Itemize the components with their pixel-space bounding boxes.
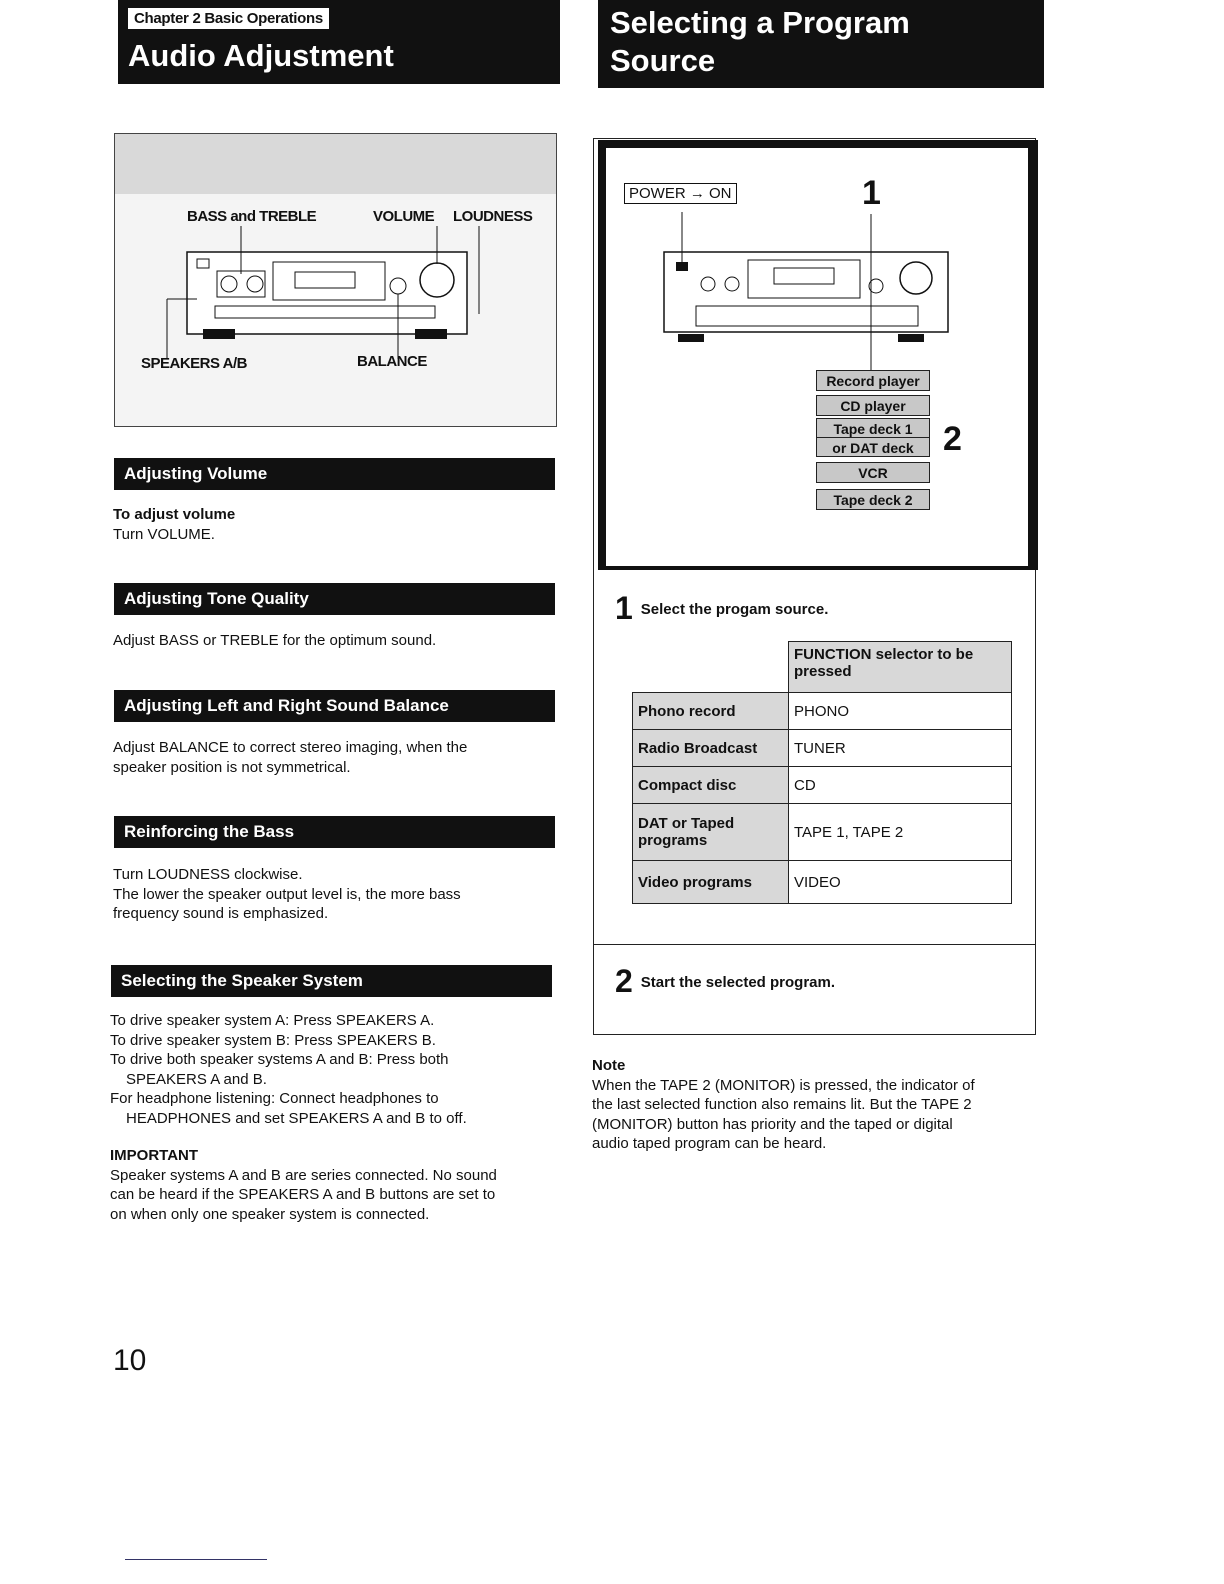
table-source-cell: Video programs xyxy=(633,861,789,904)
source-vcr: VCR xyxy=(816,462,930,483)
table-row xyxy=(633,861,1012,904)
source-tape-deck-2: Tape deck 2 xyxy=(816,489,930,510)
note-line: When the TAPE 2 (MONITOR) is pressed, the indicator of xyxy=(592,1076,975,1094)
heading-adjusting-volume: Adjusting Volume xyxy=(114,458,555,490)
speaker-text xyxy=(110,1011,550,1224)
power-on-label: POWER → ON xyxy=(624,183,737,204)
table-button-cell: CD xyxy=(789,767,1012,804)
table-source-cell: DAT or Taped programs xyxy=(633,804,789,861)
volume-subhead: To adjust volume xyxy=(113,506,236,523)
step-1 xyxy=(615,590,828,627)
bass-line: The lower the speaker output level is, the more bass xyxy=(113,885,461,903)
table-button-cell: PHONO xyxy=(789,693,1012,730)
step1-marker: 1 xyxy=(862,174,881,212)
source-tape-deck-1: Tape deck 1 xyxy=(816,418,930,438)
table-row xyxy=(633,730,1012,767)
speaker-line: To drive speaker system A: Press SPEAKERS A. xyxy=(110,1012,435,1029)
tone-body: Adjust BASS or TREBLE for the optimum sound. xyxy=(113,632,437,649)
label-balance: BALANCE xyxy=(357,353,427,370)
source-dat-deck: or DAT deck xyxy=(816,437,930,457)
important-line: can be heard if the SPEAKERS A and B buttons are set to xyxy=(110,1186,496,1203)
table-button-cell: TUNER xyxy=(789,730,1012,767)
chapter-header xyxy=(118,0,560,84)
footer-line xyxy=(125,1559,267,1560)
volume-text xyxy=(113,505,553,544)
step-divider xyxy=(593,944,1036,945)
table-header-row xyxy=(633,642,1012,693)
balance-line: Adjust BALANCE to correct stereo imaging, when the xyxy=(113,739,468,756)
balance-text xyxy=(113,738,553,777)
step-1-text: Select the progam source. xyxy=(640,601,829,618)
speaker-line: SPEAKERS A and B. xyxy=(126,1070,267,1088)
step-2 xyxy=(615,963,835,1000)
label-volume: VOLUME xyxy=(373,208,435,225)
heading-tone-quality: Adjusting Tone Quality xyxy=(114,583,555,615)
note-label: Note xyxy=(592,1057,626,1074)
step2-marker: 2 xyxy=(943,420,962,458)
table-button-cell: TAPE 1, TAPE 2 xyxy=(789,804,1012,861)
label-bass-treble: BASS and TREBLE xyxy=(187,208,317,225)
speaker-line: For headphone listening: Connect headphones to xyxy=(110,1090,439,1107)
page-title: Audio Adjustment xyxy=(128,38,394,73)
important-line: on when only one speaker system is connected. xyxy=(110,1205,430,1223)
heading-reinforcing-bass: Reinforcing the Bass xyxy=(114,816,555,848)
label-loudness: LOUDNESS xyxy=(453,208,533,225)
step-2-text: Start the selected program. xyxy=(640,974,836,991)
table-row xyxy=(633,804,1012,861)
step-2-number: 2 xyxy=(615,963,633,999)
important-label: IMPORTANT xyxy=(110,1147,199,1164)
speaker-line: HEADPHONES and set SPEAKERS A and B to off. xyxy=(126,1109,467,1127)
receiver-front-panel-figure xyxy=(114,133,557,427)
section-header-right xyxy=(598,0,1044,88)
function-table xyxy=(632,641,1012,904)
table-button-cell: VIDEO xyxy=(789,861,1012,904)
table-row xyxy=(633,693,1012,730)
note-line: audio taped program can be heard. xyxy=(592,1135,827,1152)
heading-speaker-system: Selecting the Speaker System xyxy=(111,965,552,997)
bass-text xyxy=(113,865,553,924)
balance-line: speaker position is not symmetrical. xyxy=(113,758,351,776)
bass-line: Turn LOUDNESS clockwise. xyxy=(113,866,303,883)
table-source-cell: Phono record xyxy=(633,693,789,730)
bass-line: frequency sound is emphasized. xyxy=(113,905,329,922)
speaker-line: To drive speaker system B: Press SPEAKERS B. xyxy=(110,1031,436,1049)
speaker-line: To drive both speaker systems A and B: Press both xyxy=(110,1051,449,1068)
note-line: the last selected function also remains lit. But the TAPE 2 xyxy=(592,1096,972,1113)
label-speakers-ab: SPEAKERS A/B xyxy=(141,355,247,372)
source-cd-player: CD player xyxy=(816,395,930,416)
table-source-cell: Compact disc xyxy=(633,767,789,804)
step-1-number: 1 xyxy=(615,590,633,626)
right-page-title: Selecting a Program Source xyxy=(610,5,910,78)
page-number: 10 xyxy=(113,1344,147,1377)
table-header: FUNCTION selector to be pressed xyxy=(789,642,1012,693)
chapter-tag: Chapter 2 Basic Operations xyxy=(128,8,329,29)
source-record-player: Record player xyxy=(816,370,930,391)
volume-body: Turn VOLUME. xyxy=(113,525,215,543)
important-line: Speaker systems A and B are series connected. No sound xyxy=(110,1166,497,1184)
table-corner xyxy=(633,642,789,693)
table-row xyxy=(633,767,1012,804)
table-source-cell: Radio Broadcast xyxy=(633,730,789,767)
receiver-drawing xyxy=(115,134,556,426)
heading-balance: Adjusting Left and Right Sound Balance xyxy=(114,690,555,722)
note-block xyxy=(592,1056,1032,1154)
note-line: (MONITOR) button has priority and the taped or digital xyxy=(592,1115,953,1133)
